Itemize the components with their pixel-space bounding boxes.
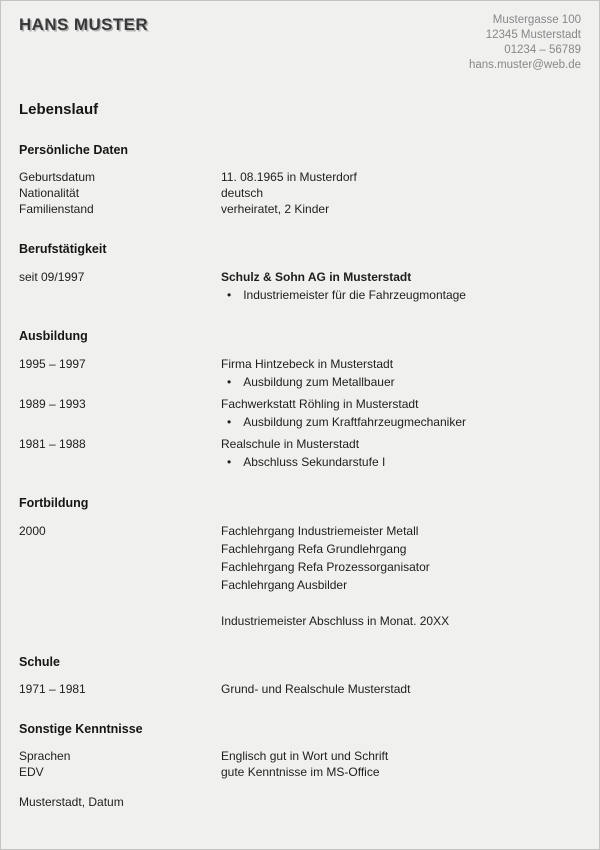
entry-bullet (221, 413, 581, 431)
training-line: Fachlehrgang Refa Prozessorganisator (221, 560, 430, 574)
entry-title: Firma Hintzebeck in Musterstadt (221, 357, 394, 371)
entry-bullet (221, 453, 581, 471)
row-value: deutsch (221, 186, 264, 200)
entry-detail (221, 268, 581, 304)
entry-period: seit 09/1997 (19, 270, 85, 284)
section-school (19, 655, 581, 697)
entry-bullet-text: • Ausbildung zum Metallbauer (243, 375, 395, 389)
section-heading-other: Sonstige Kenntnisse (19, 722, 143, 736)
row-value: gute Kenntnisse im MS-Office (221, 765, 380, 779)
training-line: Fachlehrgang Refa Grundlehrgang (221, 542, 407, 556)
education-entry (19, 395, 581, 431)
other-row (19, 748, 581, 764)
section-heading-personal: Persönliche Daten (19, 143, 129, 157)
address-block (469, 13, 581, 73)
entry-title: Schulz & Sohn AG in Musterstadt (221, 270, 412, 284)
section-heading-education: Ausbildung (19, 329, 88, 343)
entry-detail (221, 435, 581, 471)
page-title: Lebenslauf (19, 101, 99, 118)
row-label: Sprachen (19, 749, 71, 763)
other-row (19, 764, 581, 780)
row-label: 1971 – 1981 (19, 682, 86, 696)
entry-detail (221, 395, 581, 431)
row-label: Familienstand (19, 202, 94, 216)
header (19, 13, 581, 73)
address-street: Mustergasse 100 (492, 14, 581, 26)
personal-row (19, 201, 581, 217)
signature-line: Musterstadt, Datum (19, 795, 124, 809)
row-label: EDV (19, 765, 44, 779)
entry-period: 1981 – 1988 (19, 437, 86, 451)
row-value: 11. 08.1965 in Musterdorf (221, 170, 357, 184)
training-entry (19, 522, 581, 630)
school-row (19, 681, 581, 697)
address-email: hans.muster@web.de (468, 59, 581, 71)
entry-period: 2000 (19, 524, 46, 538)
entry-period: 1995 – 1997 (19, 357, 86, 371)
training-note: Industriemeister Abschluss in Monat. 20XX (221, 614, 450, 628)
section-education (19, 329, 581, 471)
entry-title: Realschule in Musterstadt (221, 437, 360, 451)
entry-bullet-text: • Ausbildung zum Kraftfahrzeugmechaniker (243, 415, 466, 429)
personal-row (19, 169, 581, 185)
entry-bullet (221, 373, 581, 391)
row-value: Englisch gut in Wort und Schrift (221, 749, 389, 763)
entry-bullet (221, 286, 581, 304)
section-training (19, 496, 581, 630)
person-name: HANS MUSTER (19, 15, 149, 34)
entry-period: 1989 – 1993 (19, 397, 86, 411)
entry-detail (221, 355, 581, 391)
section-heading-school: Schule (19, 655, 60, 669)
entry-title: Fachwerkstatt Röhling in Musterstadt (221, 397, 419, 411)
entry-detail (221, 522, 581, 630)
section-other (19, 722, 581, 780)
education-entry (19, 435, 581, 471)
education-entry (19, 355, 581, 391)
section-work (19, 242, 581, 304)
section-heading-training: Fortbildung (19, 496, 89, 510)
row-label: Nationalität (19, 186, 80, 200)
entry-bullet-text: • Abschluss Sekundarstufe I (243, 455, 386, 469)
address-city: 12345 Musterstadt (485, 29, 581, 41)
section-heading-work: Berufstätigkeit (19, 242, 107, 256)
work-entry (19, 268, 581, 304)
entry-bullet-text: • Industriemeister für die Fahrzeugmontage (243, 288, 466, 302)
row-value: verheiratet, 2 Kinder (221, 202, 330, 216)
personal-row (19, 185, 581, 201)
training-line: Fachlehrgang Ausbilder (221, 578, 348, 592)
row-value: Grund- und Realschule Musterstadt (221, 682, 411, 696)
training-line: Fachlehrgang Industriemeister Metall (221, 524, 419, 538)
section-personal (19, 143, 581, 217)
address-phone: 01234 – 56789 (504, 44, 581, 56)
row-label: Geburtsdatum (19, 170, 96, 184)
